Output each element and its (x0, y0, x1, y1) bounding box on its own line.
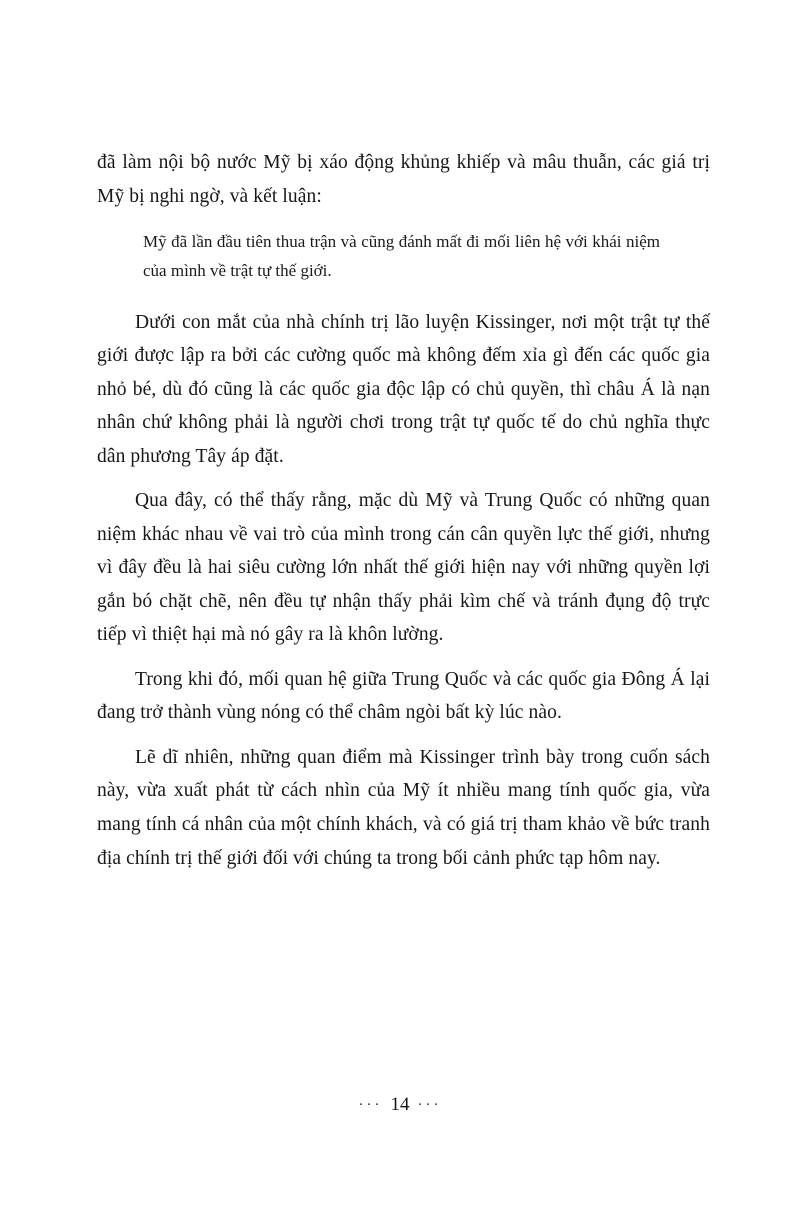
paragraph: Qua đây, có thể thấy rằng, mặc dù Mỹ và Trung Quốc có những quan niệm khác nhau về vai trò của mình trong cán cân quyền lực thế giới, nhưng vì đây đều là hai siêu cường lớn nhất thế giới hiện nay với những quyền lợi gắn bó chặt chẽ, nên đều tự nhận thấy phải kìm chế và tránh đụng độ trực tiếp vì thiệt hại mà nó gây ra là khôn lường. (97, 490, 710, 646)
footer-left-dots: ··· (358, 1097, 383, 1113)
page-number: 14 (390, 1094, 410, 1115)
paragraph: Dưới con mắt của nhà chính trị lão luyện Kissinger, nơi một trật tự thế giới được lập ra bởi các cường quốc mà không đếm xỉa gì đến các quốc gia nhỏ bé, dù đó cũng là các quốc gia độc lập có chủ quyền, thì châu Á là nạn nhân chứ không phải là người chơi trong trật tự quốc tế do chủ nghĩa thực dân phương Tây áp đặt. (97, 311, 710, 467)
paragraph: Trong khi đó, mối quan hệ giữa Trung Quốc và các quốc gia Đông Á lại đang trở thành vùng nóng có thể châm ngòi bất kỳ lúc nào. (97, 668, 710, 724)
footer-right-dots: ··· (417, 1097, 442, 1113)
block-quote: Mỹ đã lần đầu tiên thua trận và cũng đánh mất đi mối liên hệ với khái niệm của mình về trật tự thế giới. (143, 232, 660, 281)
paragraph: Lẽ dĩ nhiên, những quan điểm mà Kissinger trình bày trong cuốn sách này, vừa xuất phát từ cách nhìn của Mỹ ít nhiều mang tính quốc gia, vừa mang tính cá nhân của một chính khách, và có giá trị tham khảo về bức tranh địa chính trị thế giới đối với chúng ta trong bối cảnh phức tạp hôm nay. (97, 746, 710, 869)
paragraph-continuation: đã làm nội bộ nước Mỹ bị xáo động khủng khiếp và mâu thuẫn, các giá trị Mỹ bị nghi ngờ, và kết luận: (97, 152, 710, 207)
page-body (97, 146, 710, 875)
page-footer (0, 1094, 800, 1116)
